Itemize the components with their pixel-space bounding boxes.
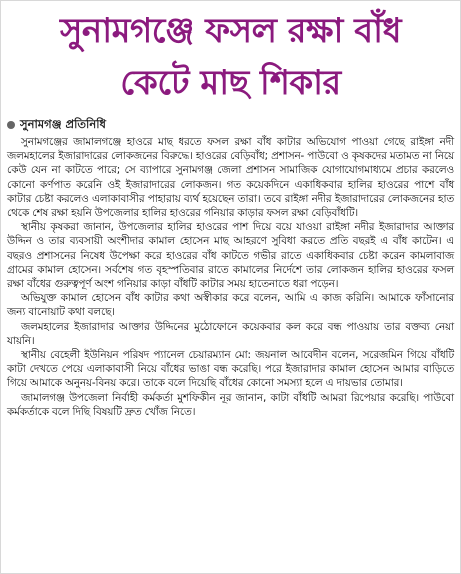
headline-line-1: সুনামগঞ্জে ফসল রক্ষা বাঁধ	[59, 11, 402, 51]
paragraph-4: জলমহালের ইজারাদার আক্তার উদ্দিনের মুঠোফোনে কয়েকবার কল করে বন্ধ পাওয়ায় তার বক্তব্য নেয়া যায়নি।	[7, 320, 454, 347]
headline-line-2: কেটে মাছ শিকার	[120, 63, 341, 103]
paragraph-6: জামালগঞ্জ উপজেলা নির্বাহী কর্মকর্তা মুশফিকীন নূর জানান, কাটা বাঁধটি আমরা রিপেয়ার করেছি। পাউবো কর্মকর্তাকে বলে দিছি বিষয়টি দ্রুত খোঁজ নিতে।	[7, 391, 454, 418]
paragraph-5: স্থানীয় বেহেলী ইউনিয়ন পরিষদ প্যানেল চেয়ারম্যান মো: জয়নাল আবেদীন বলেন, সরেজমিন গিয়ে বাঁধটি কাটা দেখতে পেয়ে এলাকাবাসী নিয়ে বাঁধের ভাঙা বন্ধ করেছি। পরে ইজারাদার কামাল হোসেন আমার বাড়িতে গিয়ে আমাকে অনুনয়-বিনয় করে। তাকে বলে দিয়েছি বাঁধের কোনো সমস্যা হলে এ দায়ভার তোমার।	[7, 349, 454, 390]
byline	[7, 117, 460, 133]
byline-text: সুনামগঞ্জ প্রতিনিধি	[20, 116, 106, 131]
paragraph-1: সুনামগঞ্জের জামালগঞ্জে হাওরে মাছ ধরতে ফসল রক্ষা বাঁধ কাটার অভিযোগ পাওয়া গেছে রাইঙ্গা নদী জলমহালের ইজারাদারের লোকজনের বিরুদ্ধে। হাওরের বেড়িবাঁধ; প্রশাসন- পাউবো ও কৃষকদের মতামত না নিয়ে কেউ যেন না কাটতে পারে; সে ব্যাপারে সুনামগঞ্জ জেলা প্রশাসন সামাজিক যোগাযোগমাধ্যমে প্রচার করলেও কোনো কর্ণপাত করেনি ওই ইজারাদারের লোকজন। গত কয়েকদিনে একাধিকবার হালির হাওরের পাশে বাঁধ কাটার চেষ্টা করলেও এলাকাবাসীর পাহারায় ব্যর্থ হয়েছেন তারা। তবে রাইঙ্গা নদীর ইজারাদারের লোকজনের হাত থেকে শেষ রক্ষা হয়নি উপজেলার হালির হাওরের গনিয়ার কাড়ার ফসল রক্ষা বেড়িবাঁধটি।	[7, 136, 454, 220]
paragraph-3: অভিযুক্ত কামাল হোসেন বাঁধ কাটার কথা অস্বীকার করে বলেন, আমি এ কাজ করিনি। আমাকে ফাঁসানোর জন্য বানোয়াট কথা বলছে।	[7, 292, 454, 319]
bullet-icon	[7, 121, 15, 129]
article-body	[7, 135, 454, 419]
headline	[7, 5, 454, 109]
paragraph-2: স্থানীয় কৃষকরা জানান, উপজেলার হালির হাওরের পাশ দিয়ে বয়ে যাওয়া রাইঙ্গা নদীর ইজারাদার আক্তার উদ্দিন ও তার ব্যবসায়ী অংশীদার কামাল হোসেন মাছ আহরণে সুবিধা করতে প্রতি বছরই এ বাঁধ কাটেন। এ বছরও প্রশাসনের নিষেধ উপেক্ষা করে হাওরের বাঁধ কাটতে গভীর রাতে একাধিকবার চেষ্টা করেন কামলাবাজ গ্রামের কামাল হোসেন। সর্বশেষ গত বৃহস্পতিবার রাতে কামালের নির্দেশে তার লোকজন হালির হাওরের ফসল রক্ষা বাঁধের গুরুত্বপূর্ণ অংশ গনিয়ার কাড়া বাঁধটি কাটার সময় হাতেনাতে ধরা পড়েন।	[7, 221, 454, 291]
